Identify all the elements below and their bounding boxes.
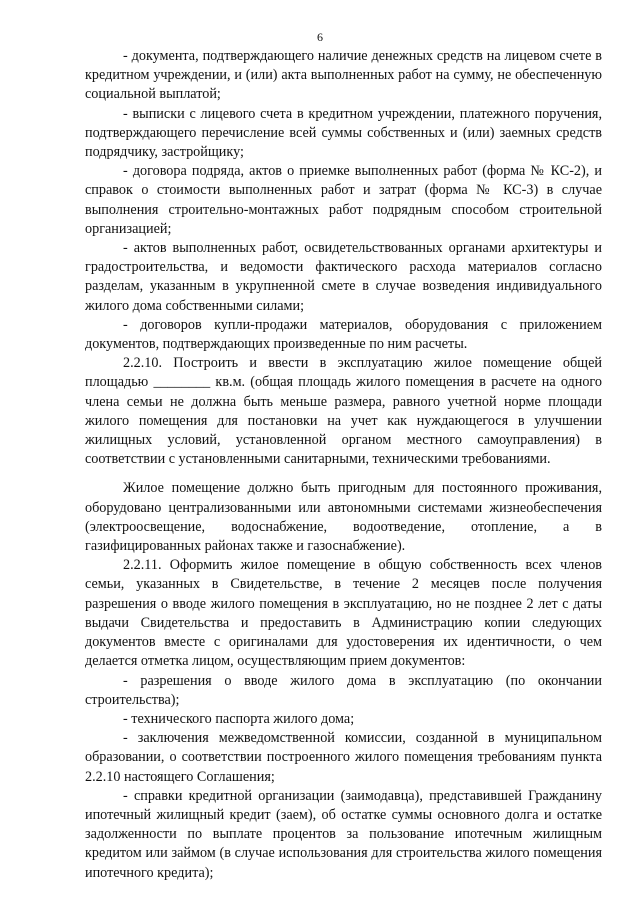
paragraph: - разрешения о вводе жилого дома в эксплуатацию (по окончании строительства); — [85, 672, 602, 708]
paragraph: - договора подряда, актов о приемке выполненных работ (форма № КС-2), и справок о стоимости выполненных работ и затрат (форма № КС-3) в случае выполнения строительно-монтажных работ подрядным способом строительной организацией; — [85, 163, 602, 237]
document-body — [85, 47, 602, 883]
paragraph: - технического паспорта жилого дома; — [123, 710, 355, 727]
paragraph: - заключения межведомственной комиссии, созданной в муниципальном образовании, о соответствии построенного жилого помещения требованиям пункта 2.2.10 настоящего Соглашения; — [85, 730, 602, 785]
paragraph: - договоров купли-продажи материалов, оборудования с приложением документов, подтверждающих произведенные по ним расчеты. — [85, 316, 602, 353]
paragraph: - выписки с лицевого счета в кредитном учреждении, платежного поручения, подтверждающего перечисление всей суммы собственных и (или) заемных средств подрядчику, застройщику; — [85, 105, 602, 161]
paragraph: - документа, подтверждающего наличие денежных средств на лицевом счете в кредитном учреждении, и (или) акта выполненных работ на сумму, не обеспеченную социальной выплатой; — [85, 48, 602, 103]
paragraph: 2.2.10. Построить и ввести в эксплуатацию жилое помещение общей площадью ________ кв.м. (общая площадь жилого помещения в расчете на одного члена семьи не должна быть меньше размера, равного учетной норме площади жилого помещения для постановки на учет как нуждающегося в улучшении жилищных условий, установленной органом местного самоуправления) в соответствии с установленными санитарными, техническими требованиями. — [85, 355, 602, 468]
paragraph: - справки кредитной организации (заимодавца), представившей Гражданину ипотечный жилищный кредит (заем), об остатке суммы основного долга и остатке задолженности по выплате процентов за пользование ипотечным жилищным кредитом или займом (в случае использования для строительства жилого помещения ипотечного кредита); — [85, 787, 602, 881]
paragraph: - актов выполненных работ, освидетельствованных органами архитектуры и градостроительства, и ведомости фактического расхода материалов согласно разделам, указанным в укрупненной смете в случае возведения индивидуального жилого дома собственными силами; — [85, 240, 602, 314]
page-number: 6 — [317, 30, 323, 44]
paragraph: Жилое помещение должно быть пригодным для постоянного проживания, оборудовано централизованными или автономными системами жизнеобеспечения (электроосвещение, водоснабжение, водоотведение, отопление, а в газифицированных районах также и газоснабжение). — [85, 480, 602, 555]
paragraph: 2.2.11. Оформить жилое помещение в общую собственность всех членов семьи, указанных в Свидетельстве, в течение 2 месяцев после получения разрешения о вводе жилого помещения в эксплуатацию, но не позднее 2 лет с даты выдачи Свидетельства и предоставить в Администрацию копии следующих документов вместе с оригиналами для удостоверения их идентичности, о чем делается отметка лицом, осуществляющим прием документов: — [85, 557, 602, 670]
